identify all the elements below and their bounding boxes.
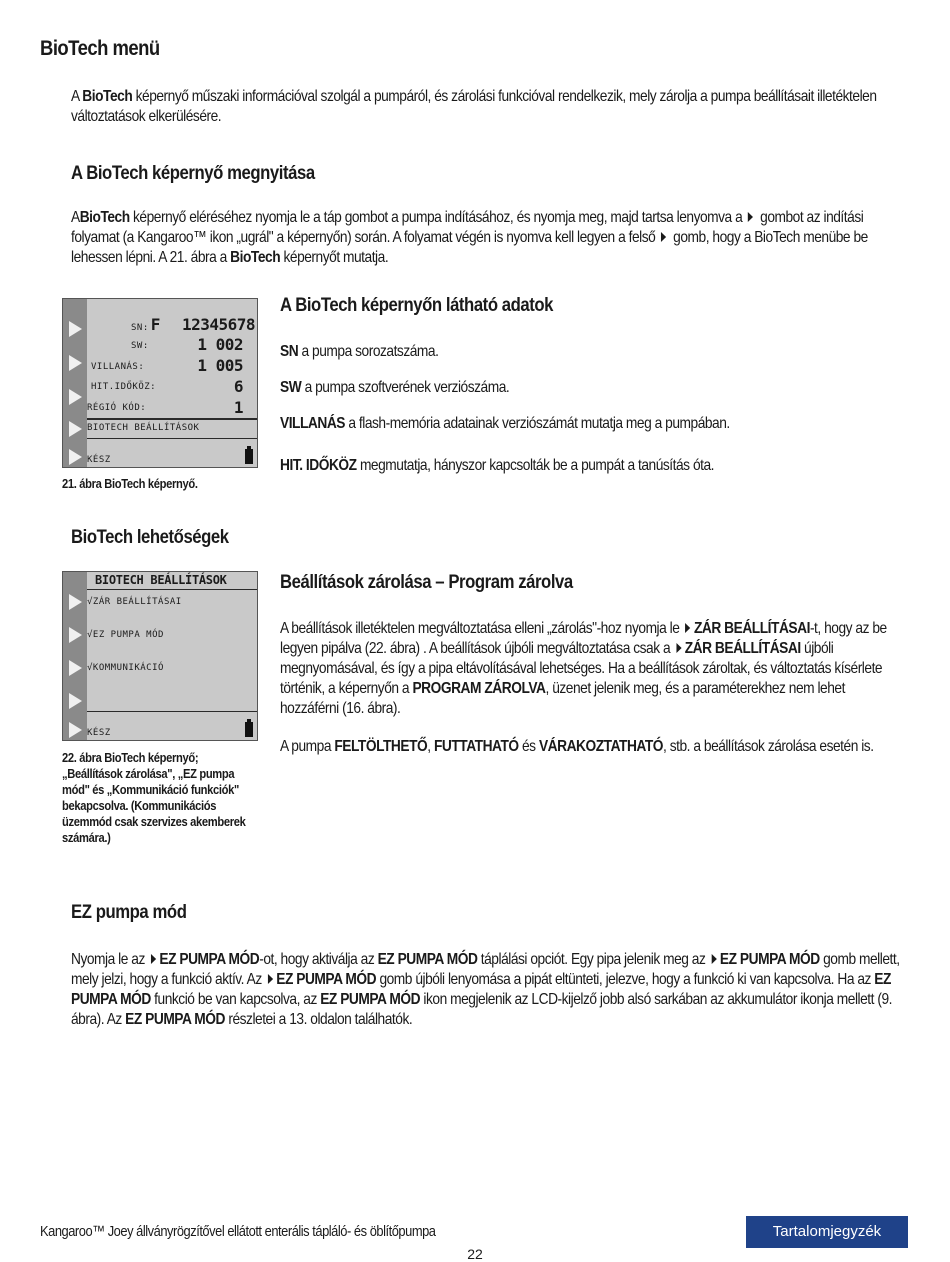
data-item-hit-idokoz: HIT. IDŐKÖZ megmutatja, hányszor kapcsolták be a pumpát a tanúsítás óta.	[280, 457, 715, 474]
lcd-display	[87, 299, 257, 467]
side-button-3[interactable]	[64, 385, 86, 409]
lock-section-paragraph-1: A beállítások illetéktelen megváltoztatása elleni „zárolás"-hoz nyomja le ZÁR BEÁLLÍTÁSAI-t, hogy az be legyen pipálva (22. ábra) . A beállítások újbóli megváltoztatása csak a ZÁR BEÁLLÍTÁSAI újbóli megnyomásával, és így a pipa eltávolításával lehetséges. Ha a beállítások zároltak, és változtatás kísérlete történik, a képernyőn a PROGRAM ZÁROLVA, üzenet jelenik meg, és a paraméterekhez nem lehet hozzáférni (16. ábra).	[280, 620, 887, 717]
lcd-item-ez-pump-mode[interactable]: √EZ PUMPA MÓD	[87, 630, 164, 640]
lcd-ready-label: KÉSZ	[87, 455, 111, 465]
right-arrow-icon	[268, 974, 273, 984]
lcd-value-regio-kod: 1	[233, 398, 243, 417]
figure-21-caption: 21. ábra BioTech képernyő.	[62, 476, 198, 491]
open-section-paragraph: ABioTech képernyő eléréséhez nyomja le a táp gombot a pumpa indításához, és nyomja meg, majd tartsa lenyomva a gombot az indítási folyamat (a Kangaroo™ ikon „ugrál" a képernyőn) során. A folyamat végén is nyomva kell legyen a felső gomb, hogy a BioTech menübe be lehessen lépni. A 21. ábra a BioTech képernyőt mutatja.	[71, 209, 868, 266]
open-section-heading: A BioTech képernyő megnyitása	[71, 163, 315, 184]
page-title: BioTech menü	[40, 37, 160, 60]
options-heading: BioTech lehetőségek	[71, 527, 229, 548]
page-number: 22	[467, 1246, 483, 1262]
play-arrow-icon	[69, 421, 82, 437]
play-arrow-icon	[69, 693, 82, 709]
data-item-sw: SW a pumpa szoftverének verziószáma.	[280, 379, 510, 396]
play-arrow-icon	[69, 627, 82, 643]
lcd-separator	[87, 438, 257, 439]
lcd-value-hit-idokoz: 6	[233, 377, 243, 396]
lcd-value-sw: 1 002	[197, 335, 243, 354]
play-arrow-icon	[69, 321, 82, 337]
data-section-heading: A BioTech képernyőn látható adatok	[280, 295, 554, 316]
table-of-contents-button[interactable]: Tartalomjegyzék	[746, 1216, 908, 1248]
side-button-1[interactable]	[64, 317, 86, 341]
lcd-value-villanas: 1 005	[197, 356, 243, 375]
play-arrow-icon	[69, 449, 82, 465]
right-arrow-icon	[711, 954, 716, 964]
battery-icon	[245, 449, 253, 464]
footer-text: Kangaroo™ Joey állványrögzítővel ellátott enterális tápláló- és öblítőpumpa	[40, 1223, 436, 1240]
side-button-1[interactable]	[64, 590, 86, 614]
play-arrow-icon	[69, 660, 82, 676]
figure-22-caption: 22. ábra BioTech képernyő; „Beállítások zárolása", „EZ pumpa mód" és „Kommunikáció funkciók" bekapcsolva. (Kommunikációs üzemmód csak szervizes akemberek számára.)	[62, 750, 246, 845]
side-button-2[interactable]	[64, 623, 86, 647]
lcd-row-sn	[131, 315, 160, 334]
lcd-label-hit-idokoz: HIT.IDŐKÖZ:	[91, 382, 157, 392]
side-button-5[interactable]	[64, 445, 86, 469]
play-arrow-icon	[69, 389, 82, 405]
right-arrow-icon	[151, 954, 156, 964]
data-item-villanas: VILLANÁS a flash-memória adatainak verziószámát mutatja meg a pumpában.	[280, 415, 730, 432]
battery-icon	[245, 722, 253, 737]
lcd-label-sw: SW:	[131, 341, 149, 351]
play-arrow-icon	[69, 594, 82, 610]
lcd-header: BIOTECH BEÁLLÍTÁSOK	[95, 573, 227, 587]
right-arrow-icon	[685, 623, 690, 633]
lcd-item-lock-settings[interactable]: √ZÁR BEÁLLÍTÁSAI	[87, 597, 182, 607]
lcd-separator	[87, 711, 257, 712]
data-item-sn: SN a pumpa sorozatszáma.	[280, 343, 439, 360]
intro-paragraph: A BioTech képernyő műszaki információval szolgál a pumpáról, és zárolási funkcióval rendelkezik, mely zárolja a pumpa beállításait illetéktelen változtatások elkerülésére.	[71, 88, 877, 125]
lock-section-heading: Beállítások zárolása – Program zárolva	[280, 572, 573, 593]
lcd-label-villanas: VILLANÁS:	[91, 362, 145, 372]
side-button-5[interactable]	[64, 718, 86, 742]
side-button-4[interactable]	[64, 689, 86, 713]
ez-section-heading: EZ pumpa mód	[71, 902, 187, 923]
biotech-screen-figure-21	[62, 298, 258, 468]
side-button-2[interactable]	[64, 351, 86, 375]
lcd-label-regio-kod: RÉGIÓ KÓD:	[87, 403, 147, 413]
lcd-separator	[87, 589, 257, 590]
lcd-separator	[87, 418, 257, 420]
biotech-settings-screen-figure-22	[62, 571, 258, 741]
play-arrow-icon	[69, 722, 82, 738]
side-button-4[interactable]	[64, 417, 86, 441]
play-arrow-icon	[69, 355, 82, 371]
lcd-label: SN:	[131, 323, 149, 333]
lcd-value-sn: 12345678	[181, 315, 255, 334]
ez-section-paragraph: Nyomja le az EZ PUMPA MÓD-ot, hogy aktiválja az EZ PUMPA MÓD táplálási opciót. Egy pipa jelenik meg az EZ PUMPA MÓD gomb mellett, mely jelzi, hogy a funkció aktív. Az EZ PUMPA MÓD gomb újbóli lenyomása a pipát eltünteti, jelezve, hogy a funkció ki van kapcsolva. Ha az EZ PUMPA MÓD funkció be van kapcsolva, az EZ PUMPA MÓD ikon megjelenik az LCD-kijelző jobb alsó sarkában az akkumulátor ikonja mellett (9. ábra). Az EZ PUMPA MÓD részletei a 13. oldalon találhatók.	[71, 951, 900, 1028]
lcd-item-communication[interactable]: √KOMMUNIKÁCIÓ	[87, 663, 164, 673]
lcd-menu-biotech-settings[interactable]: BIOTECH BEÁLLÍTÁSOK	[87, 423, 200, 433]
side-button-3[interactable]	[64, 656, 86, 680]
right-arrow-icon	[676, 643, 681, 653]
right-arrow-icon	[748, 212, 753, 222]
lock-section-paragraph-2: A pumpa FELTÖLTHETŐ, FUTTATHATÓ és VÁRAKOZTATHATÓ, stb. a beállítások zárolása esetén is.	[280, 738, 874, 755]
lcd-flag: F	[150, 315, 160, 334]
right-arrow-icon	[661, 232, 666, 242]
lcd-ready-label: KÉSZ	[87, 728, 111, 738]
lcd-display	[87, 572, 257, 740]
